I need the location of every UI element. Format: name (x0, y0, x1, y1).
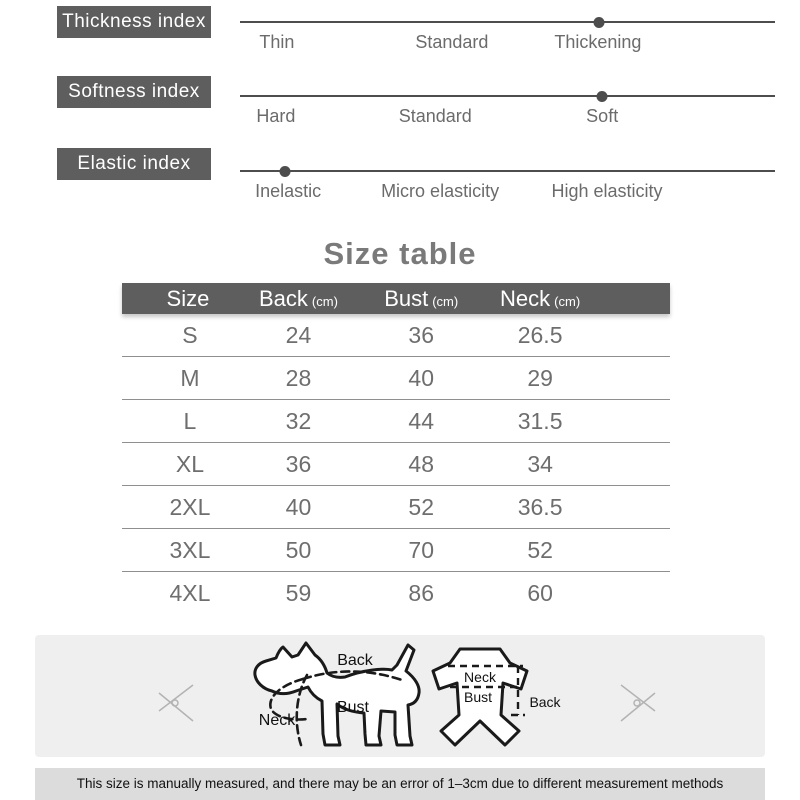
size-table (122, 283, 670, 614)
cell-size: M (180, 365, 200, 391)
cell-neck: 52 (527, 537, 553, 563)
garment-back-label: Back (529, 694, 561, 710)
cell-back: 50 (285, 537, 312, 563)
cell-bust: 44 (408, 408, 434, 434)
elastic-scale-track (240, 170, 775, 172)
elastic-scale-dot (279, 166, 290, 177)
cell-back: 28 (285, 365, 312, 391)
cell-back: 32 (285, 408, 312, 434)
thickness-scale-track (240, 21, 775, 23)
left-arrow-decoration (159, 685, 193, 721)
thickness-option-standard: Standard (415, 32, 489, 52)
cell-size: 4XL (169, 580, 211, 606)
cell-size: L (183, 408, 197, 434)
softness-scale (240, 87, 775, 133)
softness-scale-track (240, 95, 775, 97)
thickness-scale-dot (593, 17, 604, 28)
cell-back: 24 (285, 322, 312, 348)
elastic-option-high-elasticity: High elasticity (551, 181, 663, 201)
cell-neck: 36.5 (517, 494, 563, 520)
softness-option-standard: Standard (398, 106, 472, 126)
column-header-back: Back (cm) (258, 286, 338, 311)
dog-neck-label: Neck (258, 712, 296, 729)
dog-bust-label: Bust (336, 699, 370, 716)
cell-size: XL (175, 451, 205, 477)
elastic-index-label: Elastic index (57, 148, 211, 180)
table-row (122, 529, 670, 572)
thickness-option-thin: Thin (259, 32, 295, 52)
table-row (122, 572, 670, 614)
size-table-header (122, 283, 670, 314)
column-header-size: Size (166, 286, 210, 311)
thickness-index-label: Thickness index (57, 6, 211, 38)
measurement-diagram (35, 635, 765, 757)
cell-size: S (182, 322, 198, 348)
softness-option-hard: Hard (256, 106, 296, 126)
measurement-diagram-panel (35, 635, 765, 757)
softness-scale-dot (597, 91, 608, 102)
cell-neck: 31.5 (517, 408, 563, 434)
dog-back-label: Back (337, 652, 373, 669)
cell-size: 2XL (169, 494, 211, 520)
garment-bust-label: Bust (463, 689, 493, 705)
table-row (122, 357, 670, 400)
elastic-option-inelastic: Inelastic (255, 181, 322, 201)
cell-bust: 48 (408, 451, 434, 477)
thickness-option-thickening: Thickening (554, 32, 642, 52)
elastic-option-micro-elasticity: Micro elasticity (381, 181, 500, 201)
cell-bust: 40 (408, 365, 434, 391)
cell-bust: 86 (408, 580, 434, 606)
measurement-disclaimer: This size is manually measured, and there may be an error of 1–3cm due to different measurement methods (35, 768, 765, 800)
cell-back: 36 (285, 451, 312, 477)
cell-back: 40 (285, 494, 312, 520)
cell-bust: 36 (408, 322, 434, 348)
column-header-bust: Bust (cm) (384, 286, 459, 311)
table-row (122, 443, 670, 486)
cell-neck: 26.5 (517, 322, 563, 348)
softness-option-soft: Soft (586, 106, 619, 126)
cell-bust: 70 (408, 537, 434, 563)
cell-size: 3XL (169, 537, 211, 563)
cell-back: 59 (285, 580, 312, 606)
cell-bust: 52 (408, 494, 434, 520)
table-row (122, 314, 670, 357)
size-table-title: Size table (323, 236, 477, 271)
elastic-scale (240, 162, 775, 208)
cell-neck: 34 (527, 451, 553, 477)
table-row (122, 486, 670, 529)
softness-index-label: Softness index (57, 76, 211, 108)
garment-neck-label: Neck (464, 669, 496, 685)
table-row (122, 400, 670, 443)
cell-neck: 60 (527, 580, 553, 606)
cell-neck: 29 (527, 365, 553, 391)
right-arrow-decoration (621, 685, 655, 721)
column-header-neck: Neck (cm) (500, 286, 581, 311)
thickness-scale (240, 13, 775, 59)
